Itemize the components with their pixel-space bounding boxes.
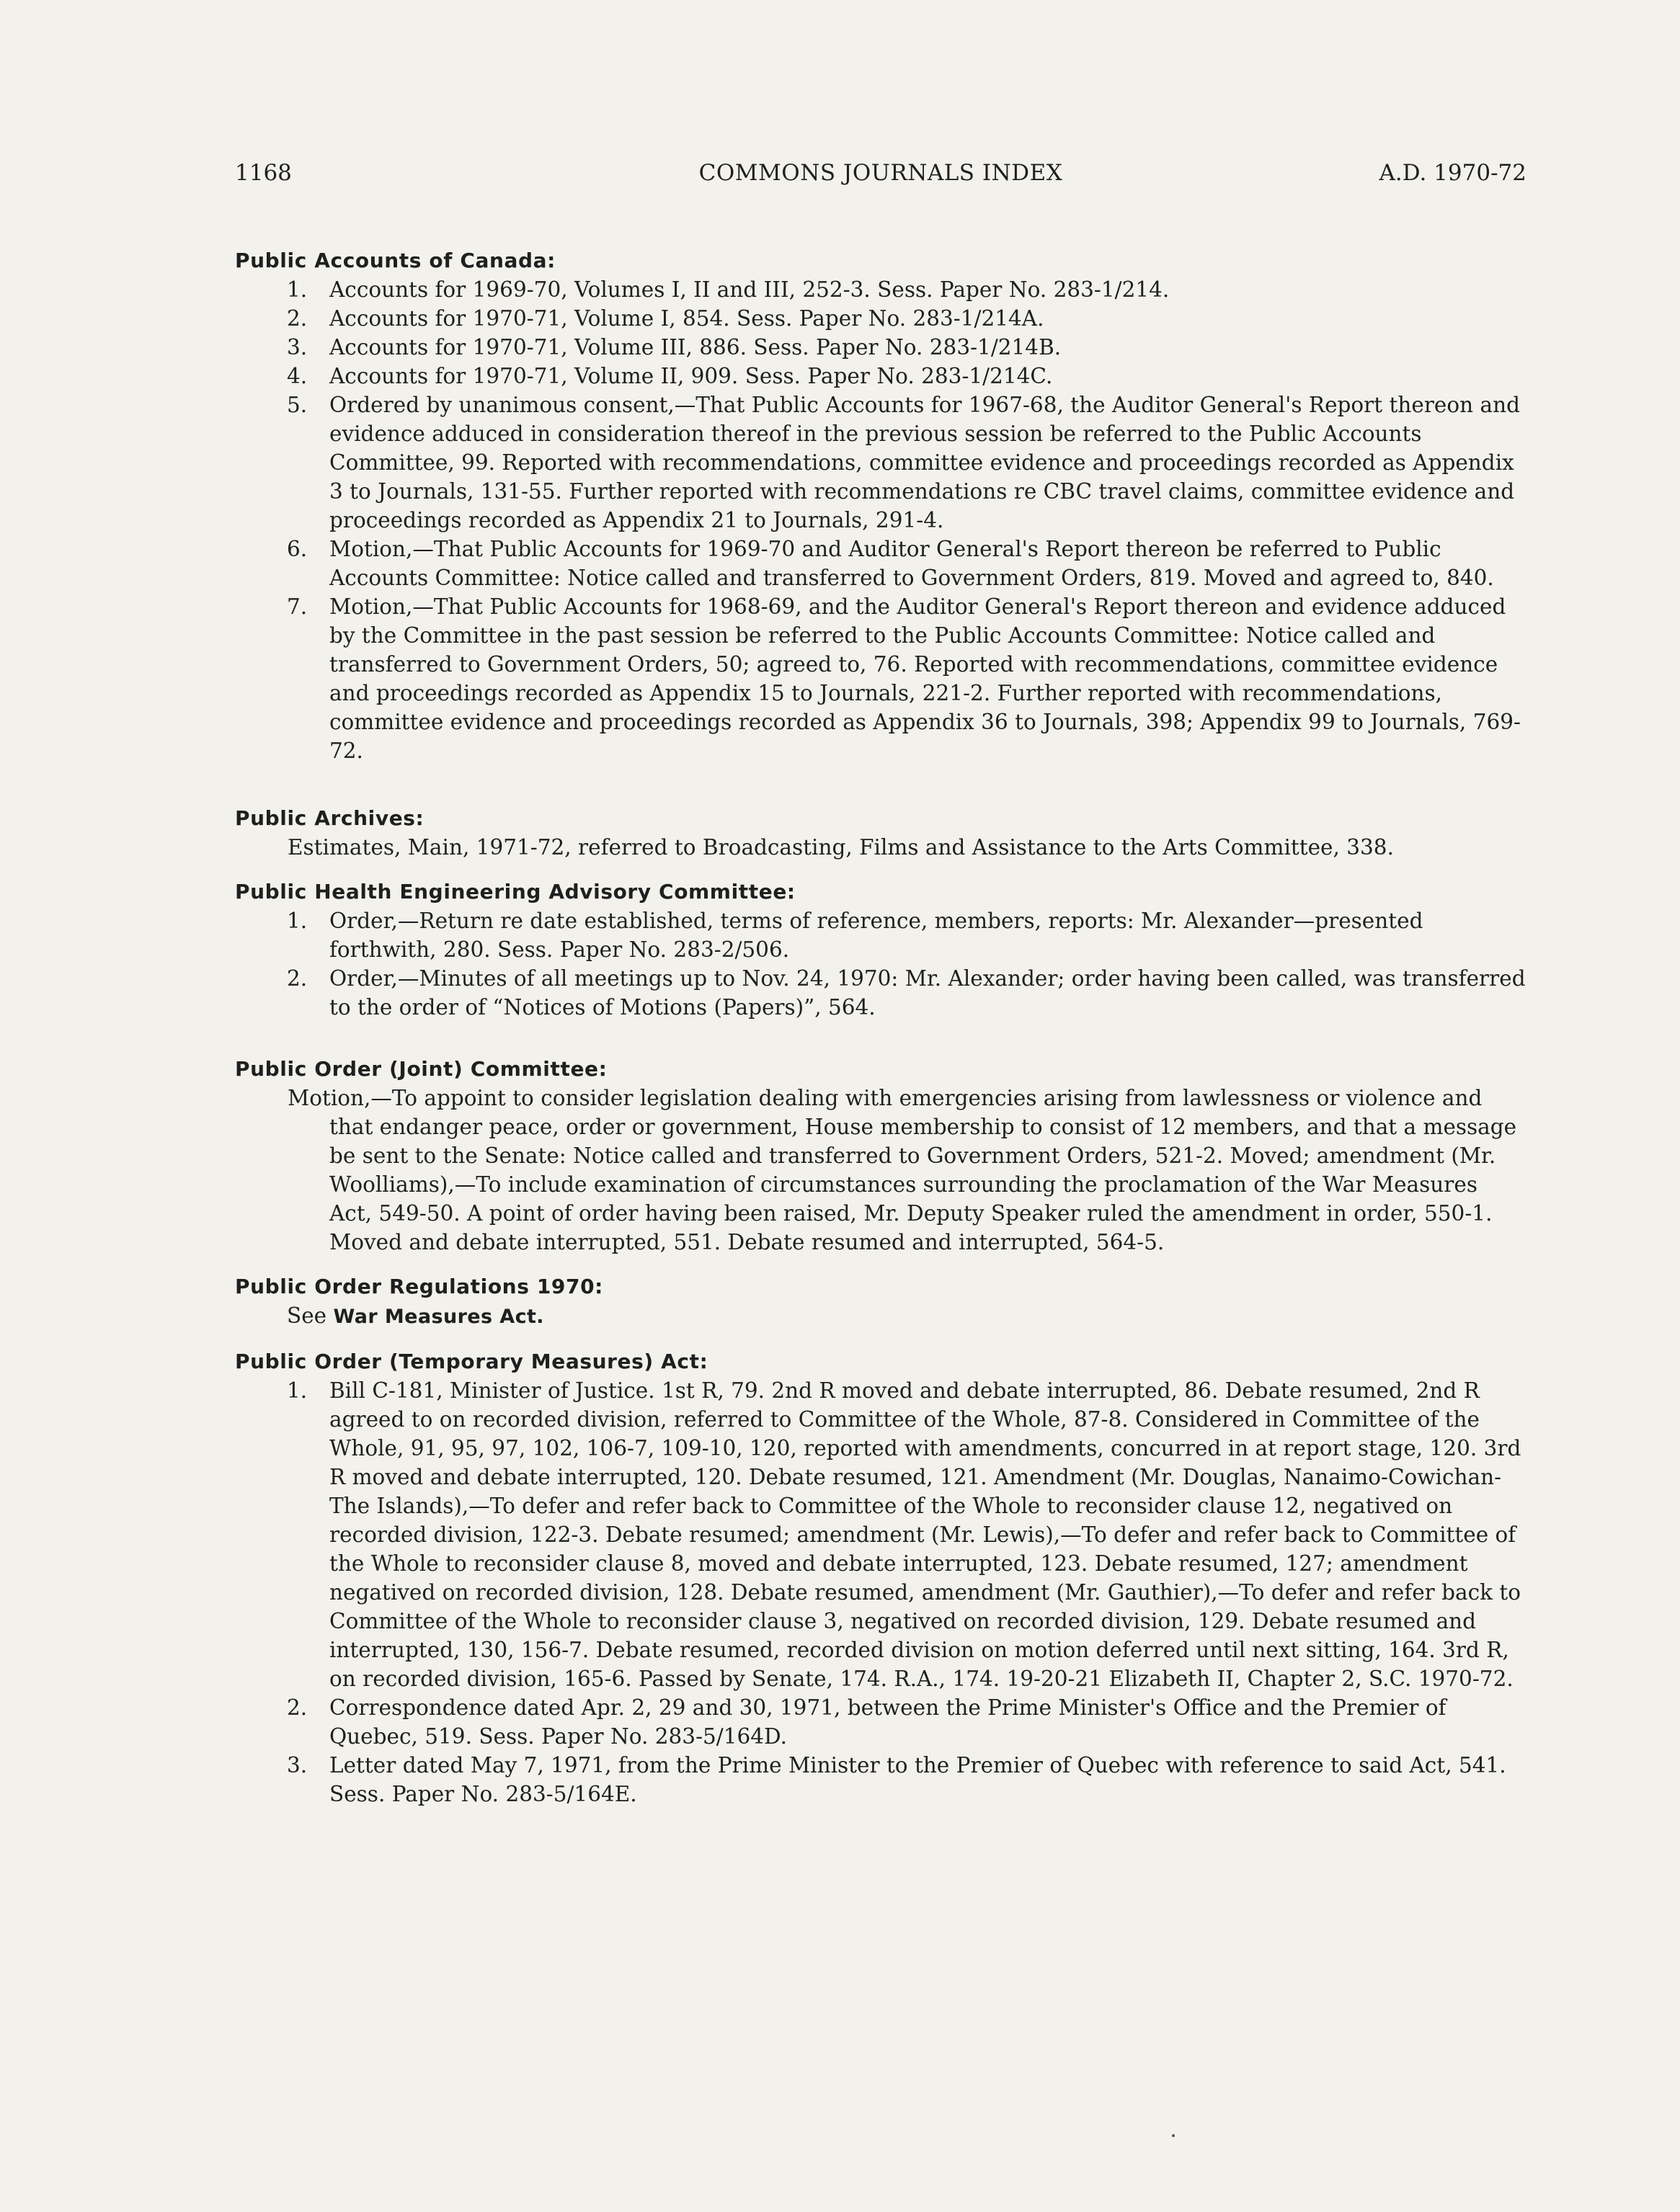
section-heading: Public Archives: — [235, 806, 425, 830]
entry-text: Correspondence dated Apr. 2, 29 and 30, 1971, between the Prime Minister's Office and the Premier of Quebec, 519. Sess. Paper No. 283-5/164D. — [329, 1695, 1446, 1749]
section-public-order-regulations — [235, 1272, 1526, 1332]
page-header — [235, 160, 1526, 192]
index-content — [235, 246, 1526, 1824]
entry-text: Motion,—That Public Accounts for 1968-69, and the Auditor General's Report thereon and evidence adduced by the Committee in the past session be referred to the Public Accounts Committee: Notice called and transferred to Government Orders, 50; agreed to, 76. Reported with recommendations, committee evidence and proceedings recorded as Appendix 15 to Journals, 221-2. Further reported with recommendations, committee evidence and proceedings recorded as Appendix 36 to Journals, 398; Appendix 99 to Journals, 769-72. — [329, 594, 1521, 763]
entry-number: 2. — [287, 966, 308, 991]
list-item — [235, 304, 1526, 333]
list-item — [235, 275, 1526, 304]
section-public-archives — [235, 804, 1526, 862]
entry-text: Ordered by unanimous consent,—That Public Accounts for 1967-68, the Auditor General's Report thereon and evidence adduced in consideration thereof in the previous session be referred to the Public Accounts Committee, 99. Reported with recommendations, committee evidence and proceedings recorded as Appendix 3 to Journals, 131-55. Further reported with recommendations re CBC travel claims, committee evidence and proceedings recorded as Appendix 21 to Journals, 291-4. — [329, 393, 1520, 532]
section-heading: Public Order Regulations 1970: — [235, 1275, 603, 1298]
entry-number: 2. — [287, 1695, 308, 1720]
list-item — [235, 362, 1526, 391]
section-public-order-temporary — [235, 1347, 1526, 1809]
entry-text: Motion,—To appoint to consider legislation dealing with emergencies arising from lawlessness or violence and that endanger peace, order or government, House membership to consist of 12 members, and that a message be sent to the Senate: Notice called and transferred to Government Orders, 521-2. Moved; amendment (Mr. Woolliams),—To include examination of circumstances surrounding the proclamation of the War Measures Act, 549-50. A point of order having been raised, Mr. Deputy Speaker ruled the amendment in order, 550-1. Moved and debate interrupted, 551. Debate resumed and interrupted, 564-5. — [288, 1086, 1517, 1254]
entry-text: Order,—Minutes of all meetings up to Nov. 24, 1970: Mr. Alexander; order having been called, was transferred to the order of “Notices of Motions (Papers)”, 564. — [329, 966, 1526, 1020]
entry-number: 1. — [287, 277, 308, 302]
page-number: 1168 — [235, 160, 292, 186]
section-heading: Public Order (Temporary Measures) Act: — [235, 1350, 708, 1373]
entry-text: Motion,—That Public Accounts for 1969-70 and Auditor General's Report thereon be referred to Public Accounts Committee: Notice called and transferred to Government Orders, 819. Moved and agreed to, 840. — [329, 537, 1494, 590]
section-heading: Public Health Engineering Advisory Committee: — [235, 880, 796, 904]
section-public-health — [235, 878, 1526, 1022]
page-title: COMMONS JOURNALS INDEX — [698, 160, 1063, 186]
see-target: War Measures Act. — [333, 1306, 544, 1328]
ink-speck — [1172, 2134, 1175, 2137]
section-heading: Public Accounts of Canada: — [235, 249, 556, 272]
entry-text: Accounts for 1970-71, Volume II, 909. Sess. Paper No. 283-1/214C. — [329, 364, 1053, 388]
entry-number: 1. — [287, 909, 308, 933]
see-label: See — [287, 1303, 327, 1328]
entry-number: 6. — [287, 537, 308, 561]
list-item — [235, 1693, 1526, 1751]
list-item — [235, 1376, 1526, 1693]
see-reference — [235, 1301, 1526, 1332]
list-item — [235, 964, 1526, 1022]
entry-number: 7. — [287, 594, 308, 619]
list-item — [235, 391, 1526, 535]
date-range: A.D. 1970-72 — [1379, 160, 1526, 186]
entry-text: Order,—Return re date established, terms of reference, members, reports: Mr. Alexander—presented forthwith, 280. Sess. Paper No. 283-2/506. — [329, 909, 1423, 962]
entry-text: Bill C-181, Minister of Justice. 1st R, 79. 2nd R moved and debate interrupted, 86. Debate resumed, 2nd R agreed to on recorded division, referred to Committee of the Whole, 87-8. Considered in Committee of the Whole, 91, 95, 97, 102, 106-7, 109-10, 120, reported with amendments, concurred in at report stage, 120. 3rd R moved and debate interrupted, 120. Debate resumed, 121. Amendment (Mr. Douglas, Nanaimo-Cowichan-The Islands),—To defer and refer back to Committee of the Whole to reconsider clause 12, negatived on recorded division, 122-3. Debate resumed; amendment (Mr. Lewis),—To defer and refer back to Committee of the Whole to reconsider clause 8, moved and debate interrupted, 123. Debate resumed, 127; amendment negatived on recorded division, 128. Debate resumed, amendment (Mr. Gauthier),—To defer and refer back to Committee of the Whole to reconsider clause 3, negatived on recorded division, 129. Debate resumed and interrupted, 130, 156-7. Debate resumed, recorded division on motion deferred until next sitting, 164. 3rd R, on recorded division, 165-6. Passed by Senate, 174. R.A., 174. 19-20-21 Elizabeth II, Chapter 2, S.C. 1970-72. — [329, 1378, 1521, 1691]
section-heading: Public Order (Joint) Committee: — [235, 1057, 608, 1081]
list-item — [235, 592, 1526, 765]
entry-number: 3. — [287, 1753, 308, 1778]
section-public-order-joint — [235, 1055, 1526, 1257]
entry-number: 2. — [287, 306, 308, 331]
list-item — [235, 1751, 1526, 1809]
entry-text: Accounts for 1970-71, Volume I, 854. Sess. Paper No. 283-1/214A. — [329, 306, 1044, 331]
list-item — [235, 333, 1526, 362]
entry-text: Estimates, Main, 1971-72, referred to Broadcasting, Films and Assistance to the Arts Committee, 338. — [288, 835, 1394, 860]
list-item — [235, 535, 1526, 592]
entry-number: 4. — [287, 364, 308, 388]
entry-number: 1. — [287, 1378, 308, 1403]
section-public-accounts — [235, 246, 1526, 765]
list-item — [235, 906, 1526, 964]
entry-number: 5. — [287, 393, 308, 417]
entry-text: Letter dated May 7, 1971, from the Prime Minister to the Premier of Quebec with reference to said Act, 541. Sess. Paper No. 283-5/164E. — [329, 1753, 1506, 1806]
entry-number: 3. — [287, 335, 308, 360]
entry-text: Accounts for 1969-70, Volumes I, II and III, 252-3. Sess. Paper No. 283-1/214. — [329, 277, 1170, 302]
entry-text: Accounts for 1970-71, Volume III, 886. Sess. Paper No. 283-1/214B. — [329, 335, 1062, 360]
